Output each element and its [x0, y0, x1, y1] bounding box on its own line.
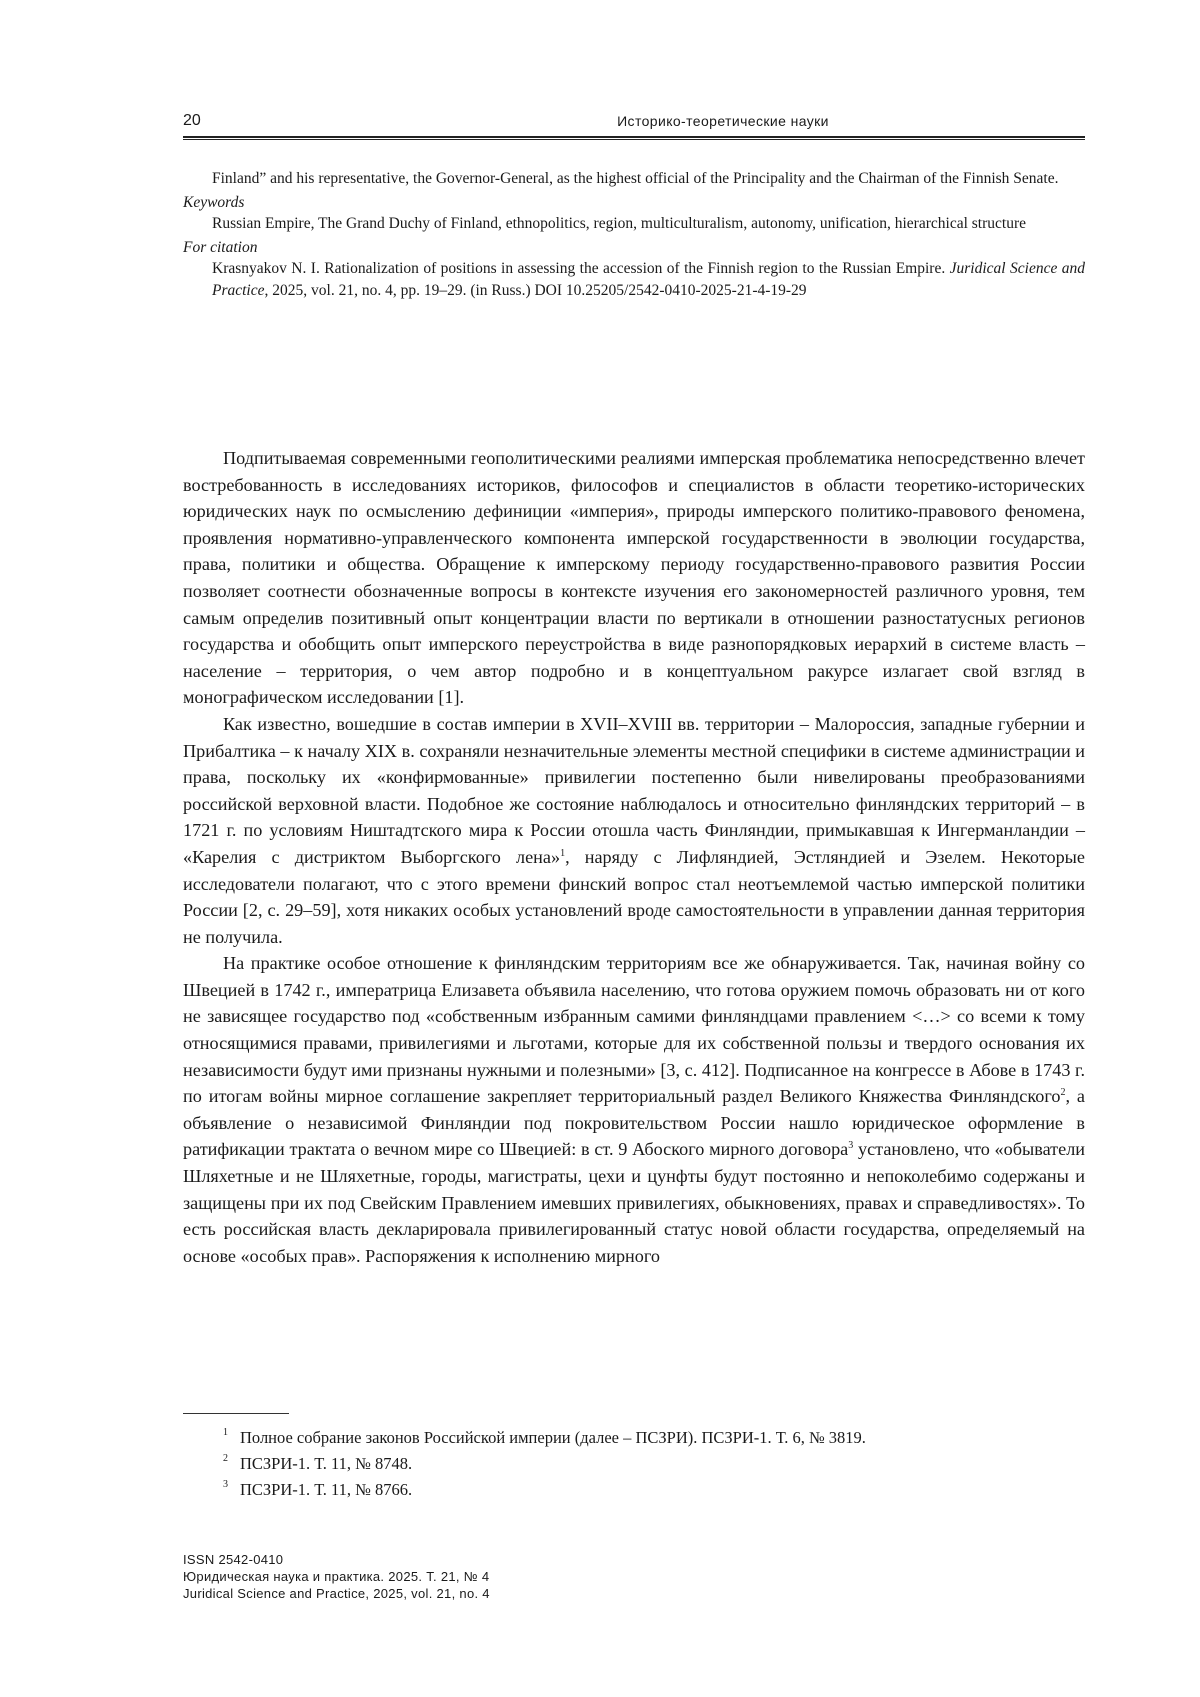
paragraph-2-text-a: Как известно, вошедшие в состав империи в XVII–XVIII вв. территории – Малороссия, западные губернии и Прибалтика – к началу XIX в. сохраняли незначительные элементы местной специфики в системе администрации и права, поскольку их «конфирмованные» привилегии постепенно были нивелированы преобразованиями российской верховной власти. Подобное же состояние наблюдалось и относительно финляндских территорий – в 1721 г. по условиям Ништадтского мира к России отошла часть Финляндии, примыкавшая к Ингерманландии – «Карелия с дистриктом Выборгского лена» [183, 713, 1085, 867]
paragraph-2-text-b: , наряду с Лифляндией, Эстляндией и Эзелем. Некоторые исследователи полагают, что с этого времени финский вопрос стал неотъемлемой частью имперской политики России [2, с. 29–59], хотя никаких особых установлений вроде самостоятельности в управлении данная территория не получила. [183, 846, 1085, 947]
paragraph-3-text-b: , а объявление о независимой Финляндии под покровительством России нашло юридическое оформление в ратификации трактата о вечном мире со Швецией: в ст. 9 Абоского мирного договора [183, 1086, 1085, 1160]
citation-text [183, 258, 1085, 301]
paragraph-3-text-c: установлено, что «обыватели Шляхетные и не Шляхетные, городы, магистраты, цехи и цунфты будут постоянно и непоколебимо содержаны и защищены при их под Свейским Правлением имевших привилегиях, обыкновениях, правах и справедливостях». То есть российская власть декларировала привилегированный статус новой области государства, определяемый на основе «особых прав». Распоряжения к исполнению мирного [183, 1139, 1085, 1266]
english-abstract [183, 168, 1085, 301]
citation-authors: Krasnyakov N. I. Rationalization of positions in assessing the accession of the Finnish region to the Russian Empire. [212, 260, 946, 277]
footnotes [223, 1425, 1083, 1503]
footer-journal-en: Juridical Science and Practice, 2025, vol. 21, no. 4 [183, 1586, 490, 1601]
footnote-ref-2[interactable]: 2 [1060, 1087, 1066, 1099]
footnote-rule [183, 1413, 289, 1414]
citation-journal: Juridical Science and Practice [212, 260, 1085, 299]
paragraph-3-text-a: На практике особое отношение к финляндским территориям все же обнаруживается. Так, начиная войну со Швецией в 1742 г., императрица Елизавета объявила населению, что готова оружием помочь образовать ни от кого не зависящее государство под «собственным избранным самими финляндцами правлением <…> со всеми к тому относящимися правами, привилегиями и льготами, которые для их собственной пользы и твердого основания их независимости будут ими признаны нужными и полезными» [3, с. 412]. Подписанное на конгрессе в Абове в 1743 г. по итогам войны мирное соглашение закрепляет территориальный раздел Великого Княжества Финляндского [183, 953, 1085, 1107]
keywords-text: Russian Empire, The Grand Duchy of Finland, ethnopolitics, region, multiculturalism, autonomy, unification, hierarchical structure [212, 215, 1026, 232]
footnote-number: 1 [223, 1427, 228, 1438]
running-header [183, 112, 1085, 134]
footnote-1 [223, 1425, 1083, 1451]
footnote-number: 3 [223, 1479, 228, 1490]
footer-journal-ru: Юридическая наука и практика. 2025. Т. 21, № 4 [183, 1569, 490, 1584]
footnote-2 [223, 1451, 1083, 1477]
article-body [183, 445, 1085, 1269]
paragraph-3 [183, 950, 1085, 1269]
keywords-label: Keywords [183, 193, 245, 211]
running-title: Историко-теоретические науки [617, 113, 829, 129]
header-rule [183, 136, 1085, 140]
page-footer [183, 1551, 490, 1602]
footnote-ref-1[interactable]: 1 [560, 847, 566, 859]
footnote-ref-3[interactable]: 3 [848, 1140, 854, 1152]
footnote-3 [223, 1477, 1083, 1503]
abstract-continuation: Finland” and his representative, the Governor-General, as the highest official of the Principality and the Chairman of the Finnish Senate. [212, 170, 1059, 187]
page-number: 20 [183, 112, 201, 129]
citation-label: For citation [183, 238, 258, 256]
footnote-number: 2 [223, 1453, 228, 1464]
footer-issn: ISSN 2542-0410 [183, 1552, 284, 1567]
footnote-text: ПСЗРИ-1. Т. 11, № 8748. [240, 1454, 413, 1473]
footnote-text: Полное собрание законов Российской империи (далее – ПСЗРИ). ПСЗРИ-1. Т. 6, № 3819. [240, 1428, 866, 1447]
paragraph-1: Подпитываемая современными геополитическими реалиями имперская проблематика непосредственно влечет востребованность в исследованиях историков, философов и специалистов в области теоретико-исторических юридических наук по осмыслению дефиниции «империя», природы имперского политико-правового феномена, проявления нормативно-управленческого компонента имперской государственности в эволюции государства, права, политики и общества. Обращение к имперскому периоду государственно-правового развития России позволяет соотнести обозначенные вопросы в контексте изучения его закономерностей различного уровня, тем самым определив позитивный опыт концентрации власти по вертикали в отношении разностатусных регионов государства и обобщить опыт имперского переустройства в виде разнопорядковых иерархий в системе власть – население – территория, о чем автор подробно и в концептуальном ракурсе излагает свой взгляд в монографическом исследовании [1]. [183, 448, 1085, 708]
citation-details: , 2025, vol. 21, no. 4, pp. 19–29. (in Russ.) DOI 10.25205/2542-0410-2025-21-4-19-29 [264, 281, 807, 299]
paragraph-2 [183, 711, 1085, 950]
footnote-text: ПСЗРИ-1. Т. 11, № 8766. [240, 1480, 413, 1499]
